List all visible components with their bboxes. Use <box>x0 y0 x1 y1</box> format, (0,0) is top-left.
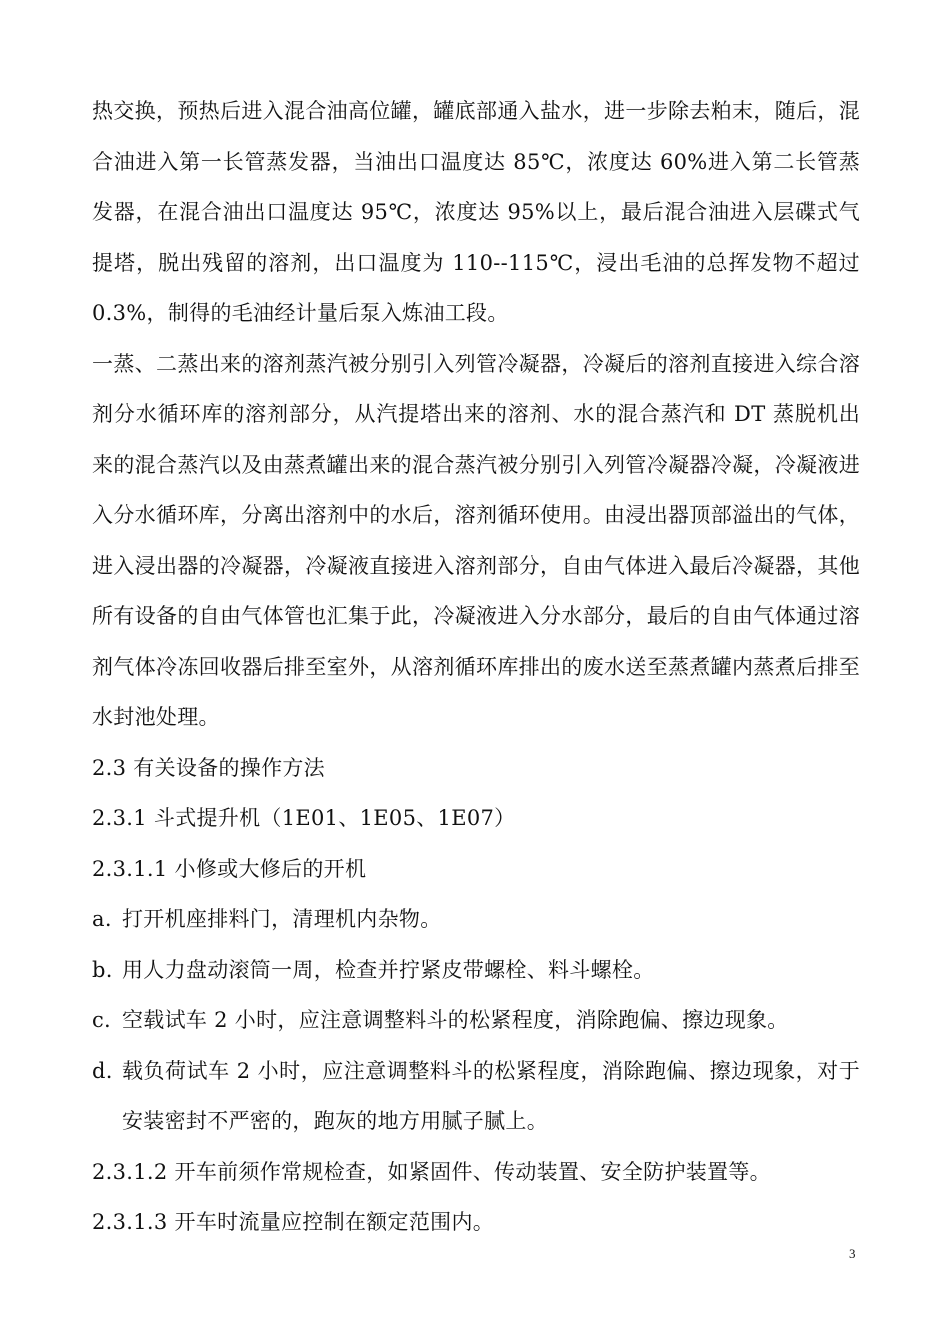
list-marker: b. <box>92 957 113 982</box>
list-text: 用人力盘动滚筒一周，检查并拧紧皮带螺栓、料斗螺栓。 <box>122 957 655 982</box>
list-text: 打开机座排料门，清理机内杂物。 <box>122 907 442 931</box>
section-2-3-1-2: 2.3.1.2 开车前须作常规检查，如紧固件、传动装置、安全防护装置等。 <box>92 1159 771 1184</box>
page-number: 3 <box>849 1246 856 1261</box>
section-2-3-1-3: 2.3.1.3 开车时流量应控制在额定范围内。 <box>92 1210 495 1234</box>
list-text: 空载试车 2 小时，应注意调整料斗的松紧程度，消除跑偏、擦边现象。 <box>122 1008 789 1032</box>
paragraph-condensation: 一蒸、二蒸出来的溶剂蒸汽被分别引入列管冷凝器，冷凝后的溶剂直接进入综合溶剂分水循环库的溶剂部分，从汽提塔出来的溶剂、水的混合蒸汽和 DT 蒸脱机出来的混合蒸汽以及由蒸煮罐出来的混合蒸汽被分别引入列管冷凝器冷凝，冷凝液进入分水循环库，分离出溶剂中的水后，溶剂循环使用。由浸出器顶部溢出的气体，进入浸出器的冷凝器，冷凝液直接进入溶剂部分，自由气体进入最后冷凝器，其他所有设备的自由气体管也汇集于此，冷凝液进入分水部分，最后的自由气体通过溶剂气体冷冻回收器后排至室外，从溶剂循环库排出的废水送至蒸煮罐内蒸煮后排至水封池处理。 <box>92 351 860 729</box>
list-marker: d. <box>92 1058 113 1083</box>
section-heading-2-3-1: 2.3.1 斗式提升机（1E01、1E05、1E07） <box>92 806 516 830</box>
document-page <box>92 86 860 1248</box>
list-item-d <box>92 1046 860 1147</box>
section-heading-2-3: 2.3 有关设备的操作方法 <box>92 755 325 780</box>
paragraph-evaporation: 热交换，预热后进入混合油高位罐，罐底部通入盐水，进一步除去粕末，随后，混合油进入第一长管蒸发器，当油出口温度达 85℃，浓度达 60%进入第二长管蒸发器，在混合油出口温度达 95℃，浓度达 95%以上，最后混合油进入层碟式气提塔，脱出残留的溶剂，出口温度为 110--115℃，浸出毛油的总挥发物不超过 0.3%，制得的毛油经计量后泵入炼油工段。 <box>92 99 860 325</box>
list-item-a <box>92 894 860 945</box>
section-heading-2-3-1-1: 2.3.1.1 小修或大修后的开机 <box>92 856 367 881</box>
list-marker: a. <box>92 907 112 931</box>
list-item-b <box>92 945 860 996</box>
list-item-c <box>92 995 860 1046</box>
list-text: 载负荷试车 2 小时，应注意调整料斗的松紧程度，消除跑偏、擦边现象，对于安装密封不严密的，跑灰的地方用腻子腻上。 <box>122 1058 860 1133</box>
list-marker: c. <box>92 1008 112 1032</box>
